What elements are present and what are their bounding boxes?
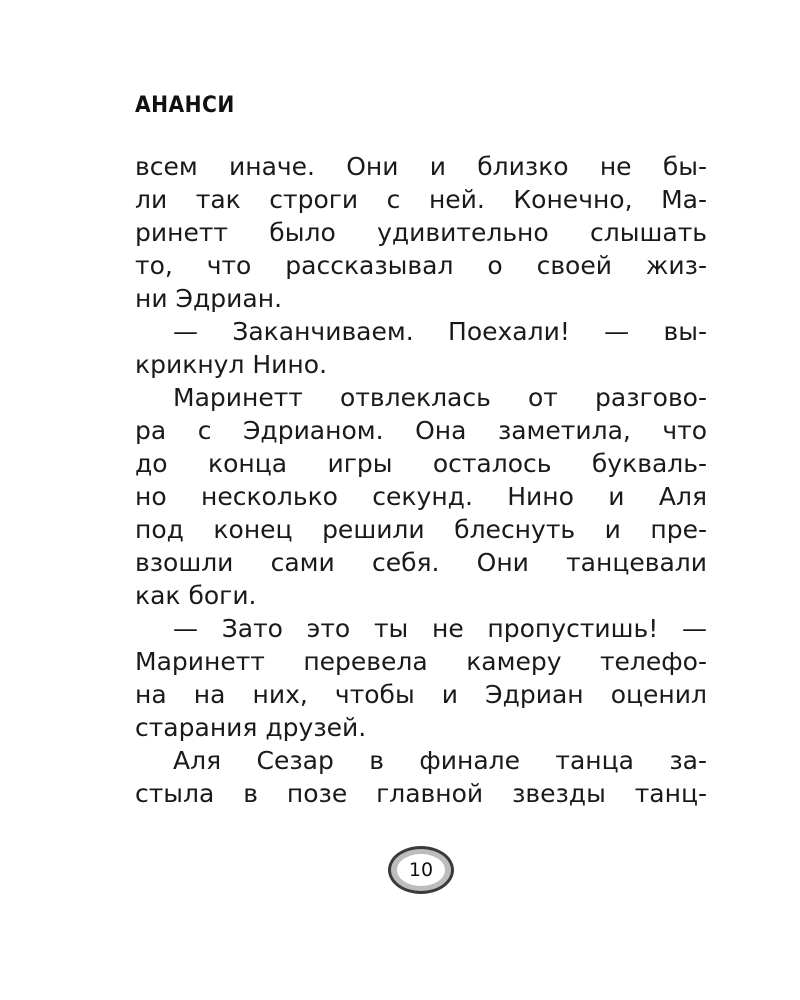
text-line: ли так строги с ней. Конечно, Ма-	[135, 185, 707, 214]
text-line: старания друзей.	[135, 713, 367, 742]
text-line: ни Эдриан.	[135, 284, 283, 313]
body-text	[135, 150, 707, 810]
text-line: взошли сами себя. Они танцевали	[135, 548, 707, 577]
text-line: — Заканчиваем. Поехали! — вы-	[173, 317, 707, 346]
text-line: крикнул Нино.	[135, 350, 328, 379]
text-line: то, что рассказывал о своей жиз-	[135, 251, 707, 280]
text-line: — Зато это ты не пропустишь! —	[173, 614, 707, 643]
text-line: до конца игры осталось букваль-	[135, 449, 707, 478]
text-line: под конец решили блеснуть и пре-	[135, 515, 707, 544]
text-line: как боги.	[135, 581, 257, 610]
text-line: ринетт было удивительно слышать	[135, 218, 707, 247]
running-head-title: АНАНСИ	[135, 93, 235, 118]
text-line: ра с Эдрианом. Она заметила, что	[135, 416, 707, 445]
text-line: на на них, чтобы и Эдриан оценил	[135, 680, 707, 709]
text-line: Маринетт перевела камеру телефо-	[135, 647, 707, 676]
text-line: Аля Сезар в финале танца за-	[173, 746, 707, 775]
text-line: Маринетт отвлеклась от разгово-	[173, 383, 707, 412]
text-line: стыла в позе главной звезды танц-	[135, 779, 707, 808]
text-line: но несколько секунд. Нино и Аля	[135, 482, 707, 511]
page-number: 10	[408, 859, 434, 881]
page-number-badge	[386, 844, 456, 896]
text-line: всем иначе. Они и близко не бы-	[135, 152, 707, 181]
